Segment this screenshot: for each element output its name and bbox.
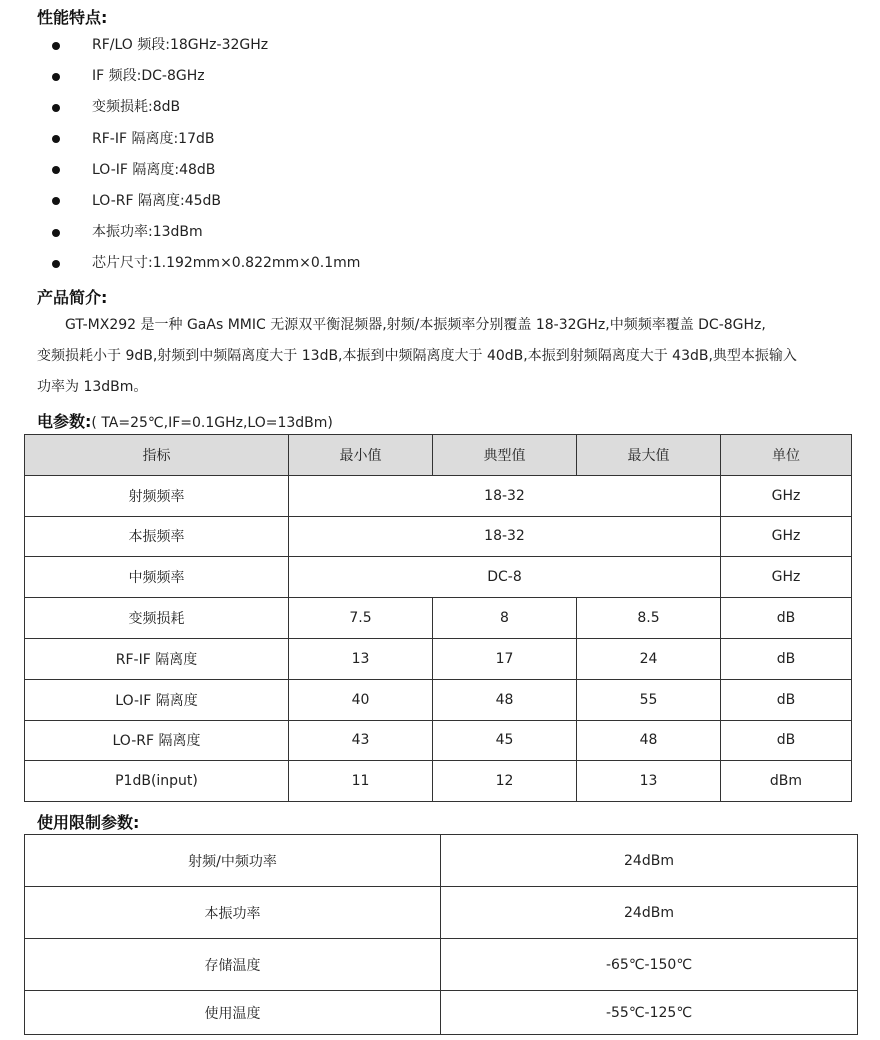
param-typ: 8 — [433, 598, 577, 639]
params-conditions: ( TA=25℃,IF=0.1GHz,LO=13dBm) — [91, 415, 333, 431]
table-header-row — [25, 435, 852, 476]
table-row — [25, 516, 852, 557]
param-unit: dB — [721, 720, 852, 761]
param-name: 中频频率 — [25, 557, 289, 598]
param-unit: dB — [721, 598, 852, 639]
limit-value: -65℃-150℃ — [441, 939, 858, 991]
param-name: P1dB(input) — [25, 761, 289, 802]
limit-name: 使用温度 — [25, 991, 441, 1035]
param-typ: 48 — [433, 679, 577, 720]
intro-paragraph — [37, 310, 852, 403]
col-header: 单位 — [721, 435, 852, 476]
param-typ: 17 — [433, 638, 577, 679]
bullet-icon — [52, 260, 60, 268]
param-unit: GHz — [721, 475, 852, 516]
feature-item — [0, 186, 360, 217]
feature-item — [0, 155, 360, 186]
bullet-icon — [52, 229, 60, 237]
feature-item — [0, 61, 360, 92]
table-row — [25, 887, 858, 939]
limit-value: -55℃-125℃ — [441, 991, 858, 1035]
feature-item — [0, 124, 360, 155]
bullet-icon — [52, 42, 60, 50]
col-header: 最小值 — [289, 435, 433, 476]
bullet-icon — [52, 73, 60, 81]
table-row — [25, 679, 852, 720]
table-row — [25, 835, 858, 887]
feature-item — [0, 30, 360, 61]
table-row — [25, 598, 852, 639]
bullet-icon — [52, 104, 60, 112]
param-min: 13 — [289, 638, 433, 679]
param-max: 48 — [577, 720, 721, 761]
param-unit: dB — [721, 679, 852, 720]
table-row — [25, 557, 852, 598]
param-unit: GHz — [721, 516, 852, 557]
feature-text: IF 频段:DC-8GHz — [92, 68, 205, 85]
feature-text: RF/LO 频段:18GHz-32GHz — [92, 37, 269, 53]
param-name: RF-IF 隔离度 — [25, 638, 289, 679]
params-table — [24, 434, 852, 802]
feature-text: 芯片尺寸:1.192mm×0.822mm×0.1mm — [92, 255, 361, 272]
table-row — [25, 939, 858, 991]
params-title: 电参数: — [37, 412, 92, 431]
feature-item — [0, 217, 360, 248]
param-range: DC-8 — [289, 557, 721, 598]
param-name: 变频损耗 — [25, 598, 289, 639]
feature-text: 变频损耗:8dB — [92, 99, 181, 116]
param-min: 40 — [289, 679, 433, 720]
params-heading — [37, 409, 333, 432]
table-row — [25, 720, 852, 761]
feature-text: RF-IF 隔离度:17dB — [92, 130, 215, 147]
table-row — [25, 761, 852, 802]
param-min: 7.5 — [289, 598, 433, 639]
limit-value: 24dBm — [441, 835, 858, 887]
intro-heading: 产品简介: — [37, 288, 108, 307]
features-list — [0, 30, 360, 280]
features-heading: 性能特点: — [37, 8, 108, 27]
param-max: 13 — [577, 761, 721, 802]
table-row — [25, 475, 852, 516]
intro-line: 变频损耗小于 9dB,射频到中频隔离度大于 13dB,本振到中频隔离度大于 40dB,本振到射频隔离度大于 43dB,典型本振输入 — [37, 348, 797, 364]
param-unit: dB — [721, 638, 852, 679]
param-unit: GHz — [721, 557, 852, 598]
intro-line: 功率为 13dBm。 — [37, 379, 148, 395]
param-min: 11 — [289, 761, 433, 802]
bullet-icon — [52, 135, 60, 143]
param-range: 18-32 — [289, 516, 721, 557]
param-typ: 45 — [433, 720, 577, 761]
intro-line: GT-MX292 是一种 GaAs MMIC 无源双平衡混频器,射频/本振频率分别覆盖 18-32GHz,中频频率覆盖 DC-8GHz, — [65, 317, 766, 333]
feature-text: LO-RF 隔离度:45dB — [92, 192, 222, 209]
col-header: 指标 — [25, 435, 289, 476]
param-name: 射频频率 — [25, 475, 289, 516]
col-header: 典型值 — [433, 435, 577, 476]
feature-item — [0, 248, 360, 279]
param-min: 43 — [289, 720, 433, 761]
feature-item — [0, 92, 360, 123]
limits-heading: 使用限制参数: — [37, 813, 140, 832]
param-name: LO-RF 隔离度 — [25, 720, 289, 761]
table-row — [25, 638, 852, 679]
limit-value: 24dBm — [441, 887, 858, 939]
param-name: LO-IF 隔离度 — [25, 679, 289, 720]
param-unit: dBm — [721, 761, 852, 802]
limit-name: 本振功率 — [25, 887, 441, 939]
limits-table — [24, 834, 858, 1035]
limit-name: 射频/中频功率 — [25, 835, 441, 887]
param-max: 24 — [577, 638, 721, 679]
param-range: 18-32 — [289, 475, 721, 516]
param-max: 55 — [577, 679, 721, 720]
feature-text: 本振功率:13dBm — [92, 224, 203, 241]
param-name: 本振频率 — [25, 516, 289, 557]
feature-text: LO-IF 隔离度:48dB — [92, 161, 216, 178]
bullet-icon — [52, 166, 60, 174]
col-header: 最大值 — [577, 435, 721, 476]
param-typ: 12 — [433, 761, 577, 802]
bullet-icon — [52, 197, 60, 205]
param-max: 8.5 — [577, 598, 721, 639]
limit-name: 存储温度 — [25, 939, 441, 991]
table-row — [25, 991, 858, 1035]
